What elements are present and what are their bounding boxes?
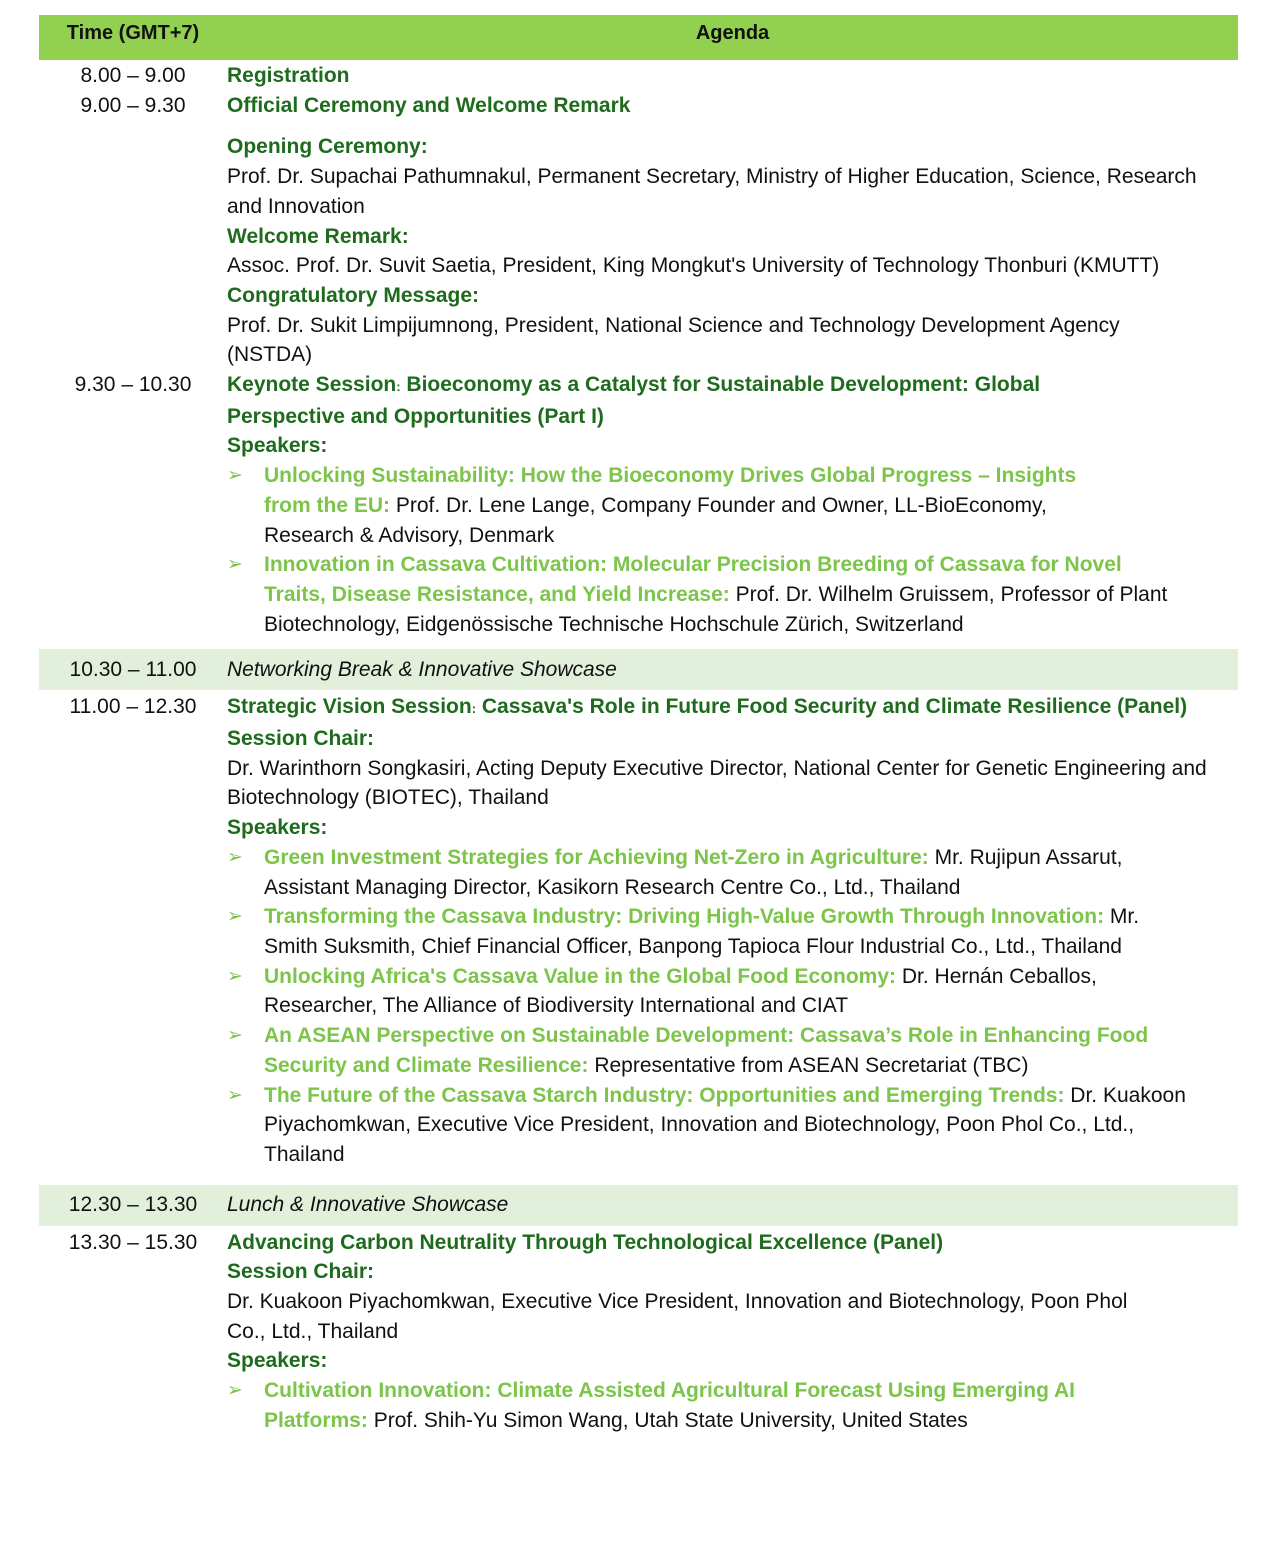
agenda-row-ceremony-details — [39, 132, 1238, 370]
time-cell: 9.00 – 9.30 — [80, 93, 186, 117]
opening-speaker: Prof. Dr. Supachai Pathumnakul, Permanent Secretary, Ministry of Higher Education, Science, Research and Innovation — [227, 165, 1197, 218]
session-title: Bioeconomy as a Catalyst for Sustainable Development: Global Perspective and Opportunities (Part I) — [227, 373, 1041, 428]
chair-name: Dr. Warinthorn Songkasiri, Acting Deputy Executive Director, National Center for Genetic Engineering and Biotechnology (BIOTEC), Thailand — [227, 756, 1207, 810]
talk-topic: An ASEAN Perspective on Sustainable Development: Cassava’s Role in Enhancing Food Security and Climate Resilience: — [264, 1024, 1149, 1077]
congrats-speaker: Prof. Dr. Sukit Limpijumnong, President, National Science and Technology Development Agency (NSTDA) — [227, 313, 1120, 367]
session-label: Strategic Vision Session — [227, 695, 472, 719]
talk-topic: Transforming the Cassava Industry: Driving High-Value Growth Through Innovation: — [264, 905, 1105, 929]
welcome-speaker: Assoc. Prof. Dr. Suvit Saetia, President, King Mongkut's University of Technology Thonburi (KMUTT) — [227, 254, 1160, 278]
talk-topic: Unlocking Africa's Cassava Value in the Global Food Economy: — [264, 964, 897, 988]
arrow-bullet-icon: ➢ — [227, 554, 243, 576]
time-column-header: Time (GMT+7) — [66, 22, 200, 44]
talk-topic: Green Investment Strategies for Achieving Net-Zero in Agriculture: — [264, 845, 929, 869]
session-title: Official Ceremony and Welcome Remark — [227, 93, 631, 117]
speakers-label: Speakers: — [227, 816, 328, 840]
list-item — [227, 902, 1208, 961]
chair-label: Session Chair: — [227, 727, 375, 751]
time-cell: 12.30 – 13.30 — [68, 1193, 198, 1217]
agenda-row-ceremony — [39, 91, 1238, 121]
time-cell: 13.30 – 15.30 — [68, 1230, 198, 1254]
arrow-bullet-icon: ➢ — [227, 965, 243, 987]
talk-speaker: Dr. Kuakoon Piyachomkwan, Executive Vice President, Innovation and Biotechnology, Poon Phol Co., Ltd., Thailand — [264, 1083, 1186, 1166]
talk-topic: The Future of the Cassava Starch Industry: Opportunities and Emerging Trends: — [264, 1083, 1065, 1107]
session-label: Keynote Session — [227, 373, 397, 397]
time-cell: 8.00 – 9.00 — [80, 64, 186, 87]
arrow-bullet-icon: ➢ — [227, 465, 243, 487]
session-title: Advancing Carbon Neutrality Through Technological Excellence (Panel) — [227, 1230, 944, 1254]
talk-topic: Unlocking Sustainability: How the Bioeconomy Drives Global Progress – Insights from the EU: — [264, 464, 1077, 517]
talk-speaker: Prof. Dr. Wilhelm Gruissem, Professor of Plant Biotechnology, Eidgenössische Technische Hochschule Zürich, Switzerland — [264, 582, 1168, 636]
talk-speaker: Prof. Shih-Yu Simon Wang, Utah State University, United States — [373, 1408, 968, 1432]
agenda-row-carbon-neutrality — [39, 1226, 1238, 1436]
speakers-label: Speakers: — [227, 434, 328, 458]
list-item — [227, 550, 1188, 639]
arrow-bullet-icon: ➢ — [227, 1380, 243, 1402]
talk-speaker: Representative from ASEAN Secretariat (TBC) — [594, 1053, 1029, 1077]
session-separator: : — [396, 379, 401, 395]
session-separator: : — [471, 701, 477, 717]
opening-label: Opening Ceremony: — [227, 135, 428, 159]
chair-name: Dr. Kuakoon Piyachomkwan, Executive Vice President, Innovation and Biotechnology, Poon Phol Co., Ltd., Thailand — [227, 1290, 1128, 1343]
agenda-row-lunch — [39, 1185, 1238, 1226]
agenda-table — [39, 15, 1238, 1436]
list-item — [227, 1376, 1158, 1435]
congrats-label: Congratulatory Message: — [227, 283, 480, 307]
list-item — [227, 843, 1208, 902]
agenda-row-break — [39, 649, 1238, 690]
talk-speaker: Mr. Smith Suksmith, Chief Financial Officer, Banpong Tapioca Flour Industrial Co., Ltd., Thailand — [264, 905, 1140, 958]
talk-speaker: Mr. Rujipun Assarut, Assistant Managing Director, Kasikorn Research Centre Co., Ltd., Thailand — [264, 845, 1123, 899]
speakers-label: Speakers: — [227, 1349, 328, 1373]
agenda-column-header: Agenda — [695, 22, 770, 44]
arrow-bullet-icon: ➢ — [227, 1084, 243, 1106]
talk-topic: Cultivation Innovation: Climate Assisted Agricultural Forecast Using Emerging AI Platforms: — [264, 1379, 1075, 1432]
welcome-label: Welcome Remark: — [227, 224, 409, 248]
table-header — [39, 15, 1238, 60]
list-item — [227, 1081, 1208, 1170]
time-cell: 11.00 – 12.30 — [69, 695, 197, 719]
arrow-bullet-icon: ➢ — [227, 906, 243, 928]
agenda-row-strategic-vision — [39, 690, 1238, 1184]
time-cell: 10.30 – 11.00 — [69, 658, 197, 681]
time-cell: 9.30 – 10.30 — [74, 373, 192, 397]
session-title: Cassava's Role in Future Food Security and Climate Resilience (Panel) — [481, 695, 1188, 719]
session-title: Registration — [227, 64, 350, 87]
list-item — [227, 1021, 1208, 1080]
chair-label: Session Chair: — [227, 1260, 375, 1284]
list-item — [227, 962, 1208, 1021]
talk-speaker: Dr. Hernán Ceballos, Researcher, The Alliance of Biodiversity International and CIAT — [264, 964, 1097, 1018]
talk-speaker: Prof. Dr. Lene Lange, Company Founder and Owner, LL-BioEconomy, Research & Advisory, Denmark — [264, 493, 1047, 547]
arrow-bullet-icon: ➢ — [227, 1025, 243, 1047]
arrow-bullet-icon: ➢ — [227, 846, 243, 868]
talk-topic: Innovation in Cassava Cultivation: Molecular Precision Breeding of Cassava for Novel Traits, Disease Resistance, and Yield Increase: — [264, 553, 1122, 606]
break-title: Networking Break & Innovative Showcase — [227, 658, 617, 681]
agenda-row-registration — [39, 60, 1238, 91]
agenda-row-keynote — [39, 370, 1238, 649]
list-item — [227, 461, 1088, 550]
lunch-title: Lunch & Innovative Showcase — [227, 1193, 509, 1217]
